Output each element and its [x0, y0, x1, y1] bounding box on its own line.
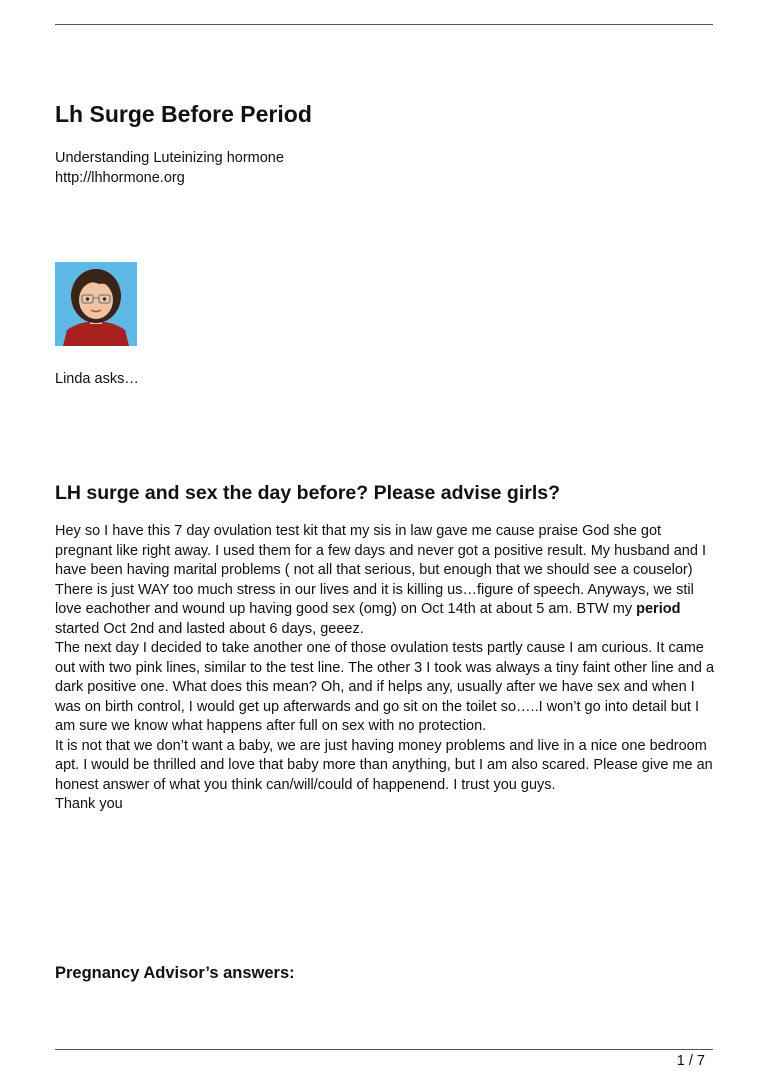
question-paragraph: It is not that we don’t want a baby, we are just having money problems and live in a nice one bedroom apt. I would be thrilled and love that baby more than anything, but I am also scared. Please give me an honest answer of what you think can/will/could of happenend. I trust you guys. — [55, 737, 713, 793]
question-body — [55, 522, 720, 815]
footer-rule — [55, 1049, 713, 1050]
asker-line: Linda asks… — [55, 371, 139, 387]
question-title: LH surge and sex the day before? Please advise girls? — [55, 482, 561, 504]
answers-heading: Pregnancy Advisor’s answers: — [55, 964, 295, 982]
site-info — [55, 148, 284, 188]
question-closing: Thank you — [55, 796, 123, 812]
bold-keyword: period — [636, 601, 681, 617]
page-title: Lh Surge Before Period — [55, 101, 312, 127]
page-number: 1 / 7 — [676, 1053, 705, 1069]
question-paragraph: The next day I decided to take another one of those ovulation tests partly cause I am curious. It came out with two pink lines, similar to the test line. The other 3 I took was always a tiny faint other line and a dark positive one. What does this mean? Oh, and if helps any, usually after we have sex and when I was on birth control, I would get up afterwards and go sit on the toilet so…..I won’t go into detail but I am sure we know what happens after full on sex with no protection. — [55, 640, 715, 734]
cartoon-woman-avatar-icon — [55, 262, 137, 346]
site-tagline: Understanding Luteinizing hormone — [55, 150, 284, 166]
header-rule — [55, 24, 713, 25]
avatar — [55, 262, 137, 346]
paragraph-text: Hey so I have this 7 day ovulation test kit that my sis in law gave me cause praise God she got pregnant like right away. I used them for a few days and never got a positive result. My husband and I have been having marital problems ( not all that serious, but enough that we should see a couselor) There is just WAY too much stress in our lives and it is killing us…figure of speech. Anyways, we stil love eachother and wound up having good sex (omg) on Oct 14th at about 5 am. BTW my — [55, 523, 706, 617]
question-paragraph — [55, 522, 720, 639]
paragraph-text: started Oct 2nd and lasted about 6 days, geeez. — [55, 620, 364, 637]
site-url-link[interactable]: http://lhhormone.org — [55, 170, 185, 186]
